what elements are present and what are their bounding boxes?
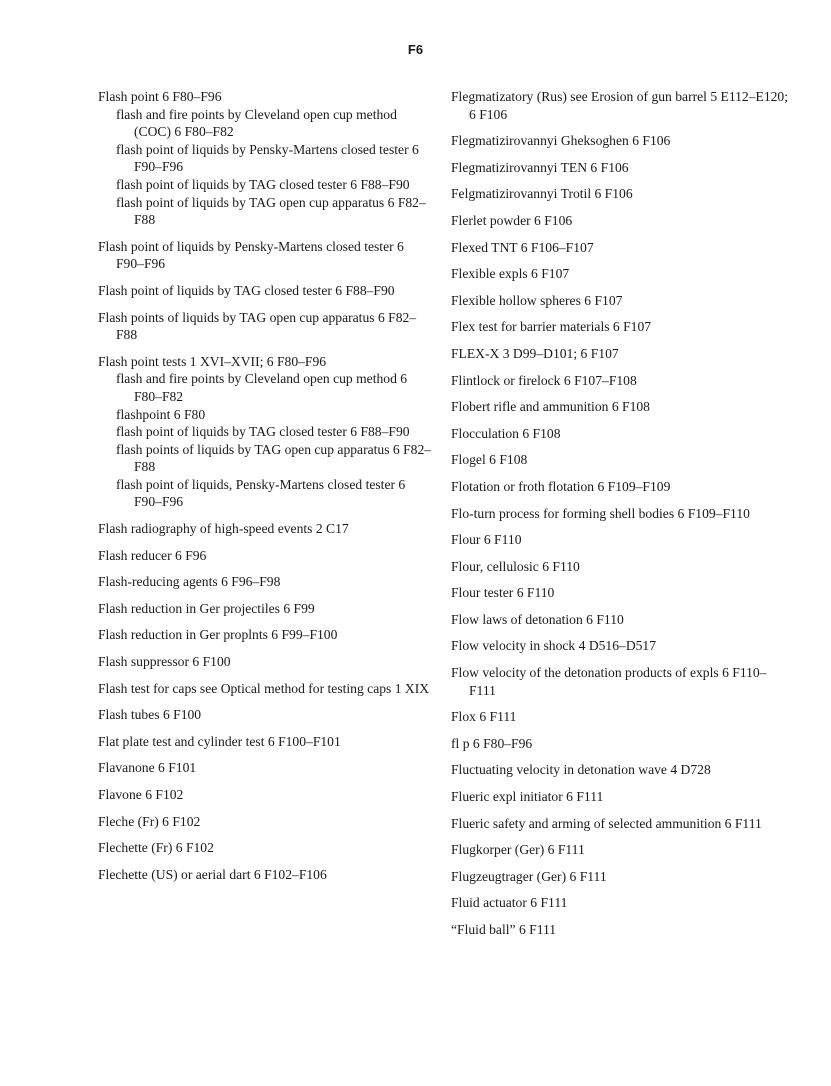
index-entry-heading: Flechette (Fr) 6 F102 (98, 840, 214, 856)
index-entry-heading: Flugkorper (Ger) 6 F111 (451, 842, 585, 858)
index-entry (451, 505, 791, 523)
index-subentry: flash points of liquids by TAG open cup apparatus 6 F82–F88 (116, 441, 432, 475)
index-entry (451, 664, 791, 699)
index-entry (451, 88, 791, 123)
index-entry-heading: Flegmatizatory (Rus) see Erosion of gun barrel 5 E112–E120; 6 F106 (451, 89, 788, 122)
index-entry-heading: Flow velocity in shock 4 D516–D517 (451, 638, 657, 654)
index-entry-heading: Flash point tests 1 XVI–XVII; 6 F80–F96 (98, 353, 327, 369)
index-entry (98, 282, 433, 300)
index-entry (98, 353, 433, 511)
index-subentry: flash and fire points by Cleveland open cup method 6 F80–F82 (116, 371, 408, 404)
index-entry-heading: Flash tubes 6 F100 (98, 707, 202, 723)
index-entry-heading: Flintlock or firelock 6 F107–F108 (451, 372, 637, 388)
index-entry-heading: Flexed TNT 6 F106–F107 (451, 239, 594, 255)
index-entry (98, 626, 433, 644)
index-entry-heading: Flour, cellulosic 6 F110 (451, 558, 580, 574)
index-entry (451, 558, 791, 576)
index-entry-heading: Flow laws of detonation 6 F110 (451, 611, 624, 627)
index-subentry: flash point of liquids, Pensky-Martens closed tester 6 F90–F96 (116, 476, 406, 510)
index-entry (451, 584, 791, 602)
index-entry-heading: Flash suppressor 6 F100 (98, 654, 231, 670)
index-entry (451, 212, 791, 230)
index-entry-heading: Flox 6 F111 (451, 709, 517, 725)
index-entry-heading: Flour 6 F110 (451, 532, 522, 548)
index-entry-heading: Flat plate test and cylinder test 6 F100–F101 (98, 733, 341, 749)
index-entry (98, 813, 433, 831)
index-entry (98, 866, 433, 884)
index-subentry: flash and fire points by Cleveland open cup method (COC) 6 F80–F82 (116, 106, 397, 140)
index-entry-heading: Flueric expl initiator 6 F111 (451, 789, 604, 805)
index-entry-heading: Flexible expls 6 F107 (451, 266, 570, 282)
index-entry (451, 318, 791, 336)
index-entry-heading: Fleche (Fr) 6 F102 (98, 813, 201, 829)
index-entry-heading: Flash point 6 F80–F96 (98, 89, 222, 104)
index-entry (98, 309, 433, 344)
index-entry (451, 345, 791, 363)
index-entry (451, 637, 791, 655)
index-entry-heading: Flo-turn process for forming shell bodies 6 F109–F110 (451, 505, 750, 521)
index-entry (98, 733, 433, 751)
index-entry (451, 159, 791, 177)
index-entry-heading: Fluctuating velocity in detonation wave 4 D728 (451, 762, 711, 778)
index-entry-heading: Flash point of liquids by TAG closed tester 6 F88–F90 (98, 282, 395, 298)
index-entry (451, 788, 791, 806)
page-number: F6 (407, 42, 424, 57)
index-entry (451, 841, 791, 859)
index-subentry: flash point of liquids by TAG open cup apparatus 6 F82–F88 (116, 194, 426, 228)
index-entry (451, 185, 791, 203)
index-entry (98, 653, 433, 671)
index-entry-heading: Flex test for barrier materials 6 F107 (451, 319, 652, 335)
index-subentry: flash point of liquids by TAG closed tester 6 F88–F90 (116, 176, 410, 192)
index-entry-heading: Flechette (US) or aerial dart 6 F102–F106 (98, 866, 327, 882)
index-entry (451, 398, 791, 416)
index-entry-heading: FLEX-X 3 D99–D101; 6 F107 (451, 345, 619, 361)
index-entry-heading: Felgmatizirovannyi Trotil 6 F106 (451, 186, 633, 202)
index-entry (451, 451, 791, 469)
index-entry (98, 706, 433, 724)
index-entry-heading: Flobert rifle and ammunition 6 F108 (451, 399, 650, 415)
index-entry (451, 894, 791, 912)
index-entry (451, 815, 791, 833)
index-entry (98, 759, 433, 777)
index-entry-heading: fl p 6 F80–F96 (451, 735, 533, 751)
index-entry-heading: Flotation or froth flotation 6 F109–F109 (451, 478, 671, 494)
index-entry (451, 265, 791, 283)
index-entry-heading: Flash reduction in Ger proplnts 6 F99–F100 (98, 627, 338, 643)
index-entry (98, 520, 433, 538)
index-entry-heading: Flash point of liquids by Pensky-Martens closed tester 6 F90–F96 (98, 238, 404, 272)
index-entry (98, 680, 433, 698)
index-subentry: flashpoint 6 F80 (116, 406, 206, 422)
index-entry-heading: Flueric safety and arming of selected ammunition 6 F111 (451, 815, 762, 831)
index-entry (98, 573, 433, 591)
index-entry-heading: Flogel 6 F108 (451, 452, 528, 468)
index-entry (451, 761, 791, 779)
index-entry-heading: Flavone 6 F102 (98, 787, 184, 802)
index-entry (451, 478, 791, 496)
index-entry (451, 611, 791, 629)
index-entry (451, 531, 791, 549)
index-entry-heading: Flash reducer 6 F96 (98, 547, 207, 563)
index-entry (451, 372, 791, 390)
index-entry-heading: Flow velocity of the detonation products of expls 6 F110–F111 (451, 665, 767, 698)
index-entry (98, 786, 433, 804)
index-subentry: flash point of liquids by Pensky-Martens closed tester 6 F90–F96 (116, 141, 419, 175)
index-entry (451, 132, 791, 150)
index-subentry: flash point of liquids by TAG closed tester 6 F88–F90 (116, 424, 410, 440)
index-entry (451, 735, 791, 753)
index-entry-heading: Flegmatizirovannyi TEN 6 F106 (451, 159, 629, 175)
index-entry-heading: Flour tester 6 F110 (451, 585, 555, 601)
index-entry-heading: Flugzeugtrager (Ger) 6 F111 (451, 868, 607, 884)
index-entry-heading: Flash test for caps see Optical method for testing caps 1 XIX (98, 680, 430, 696)
index-entry-heading: Flexible hollow spheres 6 F107 (451, 292, 623, 308)
index-entry-heading: Flash points of liquids by TAG open cup apparatus 6 F82–F88 (98, 309, 417, 343)
index-entry-heading: Flegmatizirovannyi Gheksoghen 6 F106 (451, 133, 671, 149)
right-index-column (451, 88, 791, 939)
index-entry (451, 868, 791, 886)
index-entry (451, 292, 791, 310)
index-entry (98, 600, 433, 618)
index-entry-heading: Flerlet powder 6 F106 (451, 212, 573, 228)
index-entry (98, 238, 433, 273)
index-entry (98, 547, 433, 565)
index-entry-heading: Flocculation 6 F108 (451, 425, 561, 441)
index-entry-heading: Flash-reducing agents 6 F96–F98 (98, 574, 281, 590)
left-index-column (98, 88, 433, 883)
index-entry-heading: Flash reduction in Ger projectiles 6 F99 (98, 600, 315, 616)
index-entry (451, 239, 791, 257)
index-entry (451, 425, 791, 443)
index-entry-heading: “Fluid ball” 6 F111 (451, 922, 557, 937)
index-entry (451, 921, 791, 939)
index-entry-heading: Fluid actuator 6 F111 (451, 895, 568, 911)
index-entry-heading: Flavanone 6 F101 (98, 760, 197, 776)
index-entry (451, 708, 791, 726)
index-entry (98, 88, 433, 229)
index-entry-heading: Flash radiography of high-speed events 2 C17 (98, 521, 349, 537)
index-entry (98, 839, 433, 857)
